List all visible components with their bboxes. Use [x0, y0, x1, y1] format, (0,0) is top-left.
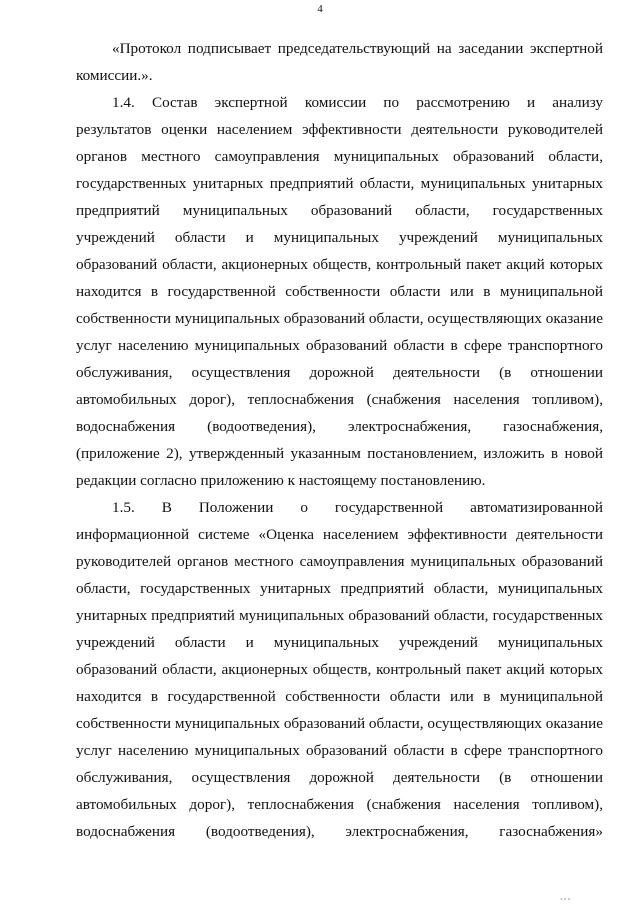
text-line: услуг населению муниципальных образований области в сфере транспортного [76, 337, 603, 354]
text-line: обслуживания, осуществления дорожной деятельности (в отношении [76, 769, 603, 786]
text-line: государственных унитарных предприятий области, муниципальных унитарных [76, 175, 603, 192]
text-line: (приложение 2), утвержденный указанным постановлением, изложить в новой [76, 445, 603, 462]
text-line: 1.4. Состав экспертной комиссии по рассмотрению и анализу [112, 94, 603, 111]
text-line: учреждений области и муниципальных учреждений муниципальных [76, 229, 603, 246]
text-line: руководителей органов местного самоуправления муниципальных образований [76, 553, 603, 570]
text-line: находится в государственной собственности области или в муниципальной [76, 283, 603, 300]
text-line: органов местного самоуправления муниципальных образований области, [76, 148, 603, 165]
text-line: собственности муниципальных образований области, осуществляющих оказание [76, 310, 603, 327]
text-line: редакции согласно приложению к настоящему постановлению. [76, 472, 486, 489]
scan-mark: ••• [560, 895, 572, 904]
text-line: услуг населению муниципальных образований области в сфере транспортного [76, 742, 603, 759]
text-line: 1.5. В Положении о государственной автоматизированной [112, 499, 603, 516]
text-line: обслуживания, осуществления дорожной деятельности (в отношении [76, 364, 603, 381]
text-line: комиссии.». [76, 67, 153, 84]
text-line: водоснабжения (водоотведения), электроснабжения, газоснабжения, [76, 418, 603, 435]
text-line: автомобильных дорог), теплоснабжения (снабжения населения топливом), [76, 391, 603, 408]
text-line: унитарных предприятий муниципальных образований области, государственных [76, 607, 603, 624]
text-line: образований области, акционерных обществ, контрольный пакет акций которых [76, 661, 603, 678]
text-line: собственности муниципальных образований области, осуществляющих оказание [76, 715, 603, 732]
text-line: результатов оценки населением эффективности деятельности руководителей [76, 121, 603, 138]
text-line: водоснабжения (водоотведения), электроснабжения, газоснабжения» [76, 823, 603, 840]
text-line: области, государственных унитарных предприятий области, муниципальных [76, 580, 603, 597]
text-line: образований области, акционерных обществ, контрольный пакет акций которых [76, 256, 603, 273]
text-line: учреждений области и муниципальных учреждений муниципальных [76, 634, 603, 651]
text-line: предприятий муниципальных образований области, государственных [76, 202, 603, 219]
text-line: автомобильных дорог), теплоснабжения (снабжения населения топливом), [76, 796, 603, 813]
text-line: находится в государственной собственности области или в муниципальной [76, 688, 603, 705]
page-number: 4 [317, 3, 323, 15]
text-line: «Протокол подписывает председательствующий на заседании экспертной [112, 40, 603, 57]
text-line: информационной системе «Оценка населением эффективности деятельности [76, 526, 603, 543]
